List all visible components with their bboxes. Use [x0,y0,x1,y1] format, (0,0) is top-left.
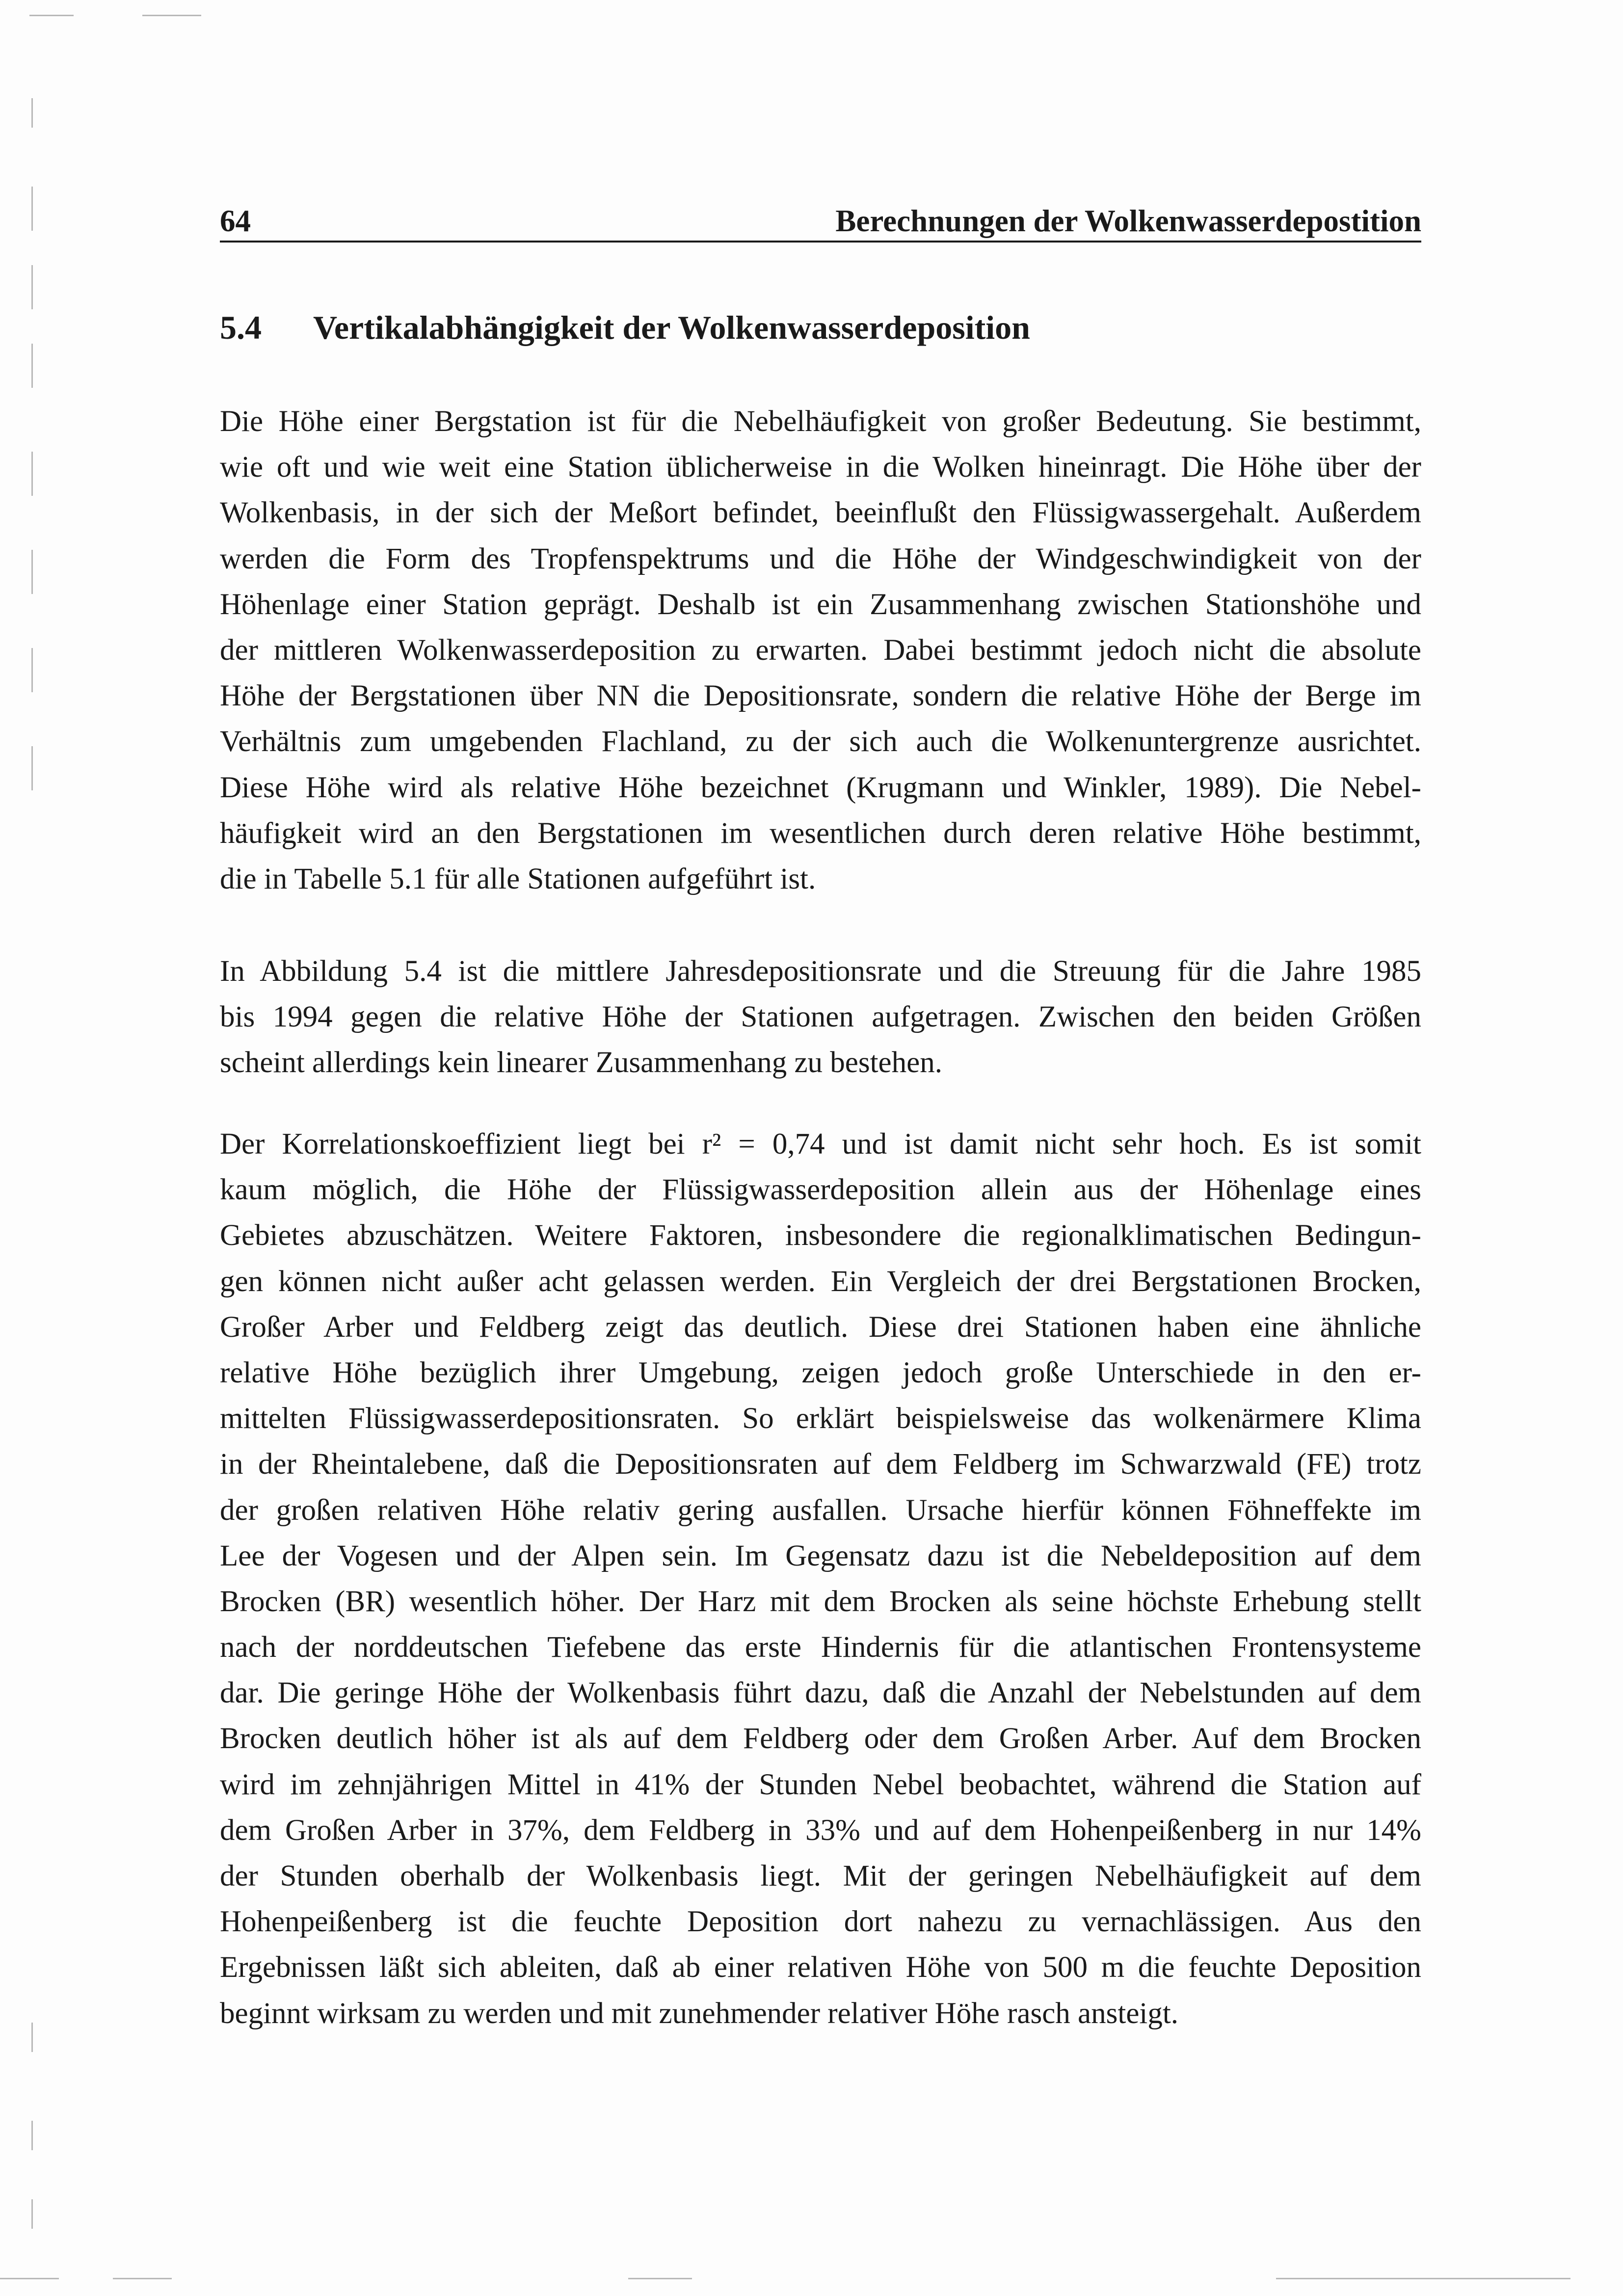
text-line: nach der norddeutschen Tiefebene das erste Hindernis für die atlantischen Frontensysteme [220,1631,1421,1664]
text-line: dem Großen Arber in 37%, dem Feldberg in 33% und auf dem Hohenpeißenberg in nur 14% [220,1813,1421,1847]
text-line: werden die Form des Tropfenspektrums und die Höhe der Windgeschwindigkeit von der [220,542,1421,575]
text-line: der großen relativen Höhe relativ gering ausfallen. Ursache hierfür können Föhneffekte im [220,1493,1421,1527]
page-number: 64 [220,204,251,238]
text-line: relative Höhe bezüglich ihrer Umgebung, zeigen jedoch große Unterschiede in den er- [220,1356,1421,1389]
text-line: Lee der Vogesen und der Alpen sein. Im Gegensatz dazu ist die Nebeldeposition auf dem [220,1539,1421,1572]
scan-edge-mark [142,15,201,16]
scan-edge-mark [31,344,33,388]
text-line: In Abbildung 5.4 ist die mittlere Jahresdepositionsrate und die Streuung für die Jahre 1985 [220,955,1421,988]
text-line: Brocken deutlich höher ist als auf dem Feldberg oder dem Großen Arber. Auf dem Brocken [220,1722,1421,1756]
section-heading [220,305,1030,350]
text-line: Höhenlage einer Station geprägt. Deshalb ist ein Zusammenhang zwischen Stationshöhe und [220,588,1421,621]
scan-edge-mark [31,98,33,128]
text-line: dar. Die geringe Höhe der Wolkenbasis führt dazu, daß die Anzahl der Nebelstunden auf dem [220,1676,1421,1710]
paragraph [220,948,1421,1086]
text-line: beginnt wirksam zu werden und mit zunehmender relativer Höhe rasch ansteigt. [220,1997,1179,2030]
scan-edge-mark [31,648,33,692]
scan-edge-mark [31,265,33,309]
section-title: Vertikalabhängigkeit der Wolkenwasserdeposition [313,309,1030,346]
scan-edge-mark [31,2199,33,2229]
scan-edge-mark [31,746,33,790]
scan-edge-mark [31,550,33,594]
text-line: Brocken (BR) wesentlich höher. Der Harz mit dem Brocken als seine höchste Erhebung stellt [220,1585,1421,1618]
scan-edge-mark [31,187,33,231]
text-line: Verhältnis zum umgebenden Flachland, zu der sich auch die Wolkenuntergrenze ausrichtet. [220,725,1421,758]
scan-edge-mark [628,2278,692,2279]
text-line: Wolkenbasis, in der sich der Meßort befindet, beeinflußt den Flüssigwassergehalt. Außerdem [220,496,1421,530]
text-line: wie oft und wie weit eine Station üblicherweise in die Wolken hineinragt. Die Höhe über der [220,451,1421,484]
text-line: Großer Arber und Feldberg zeigt das deutlich. Diese drei Stationen haben eine ähnliche [220,1310,1421,1344]
scan-edge-mark [1276,2278,1570,2279]
text-line: mittelten Flüssigwasserdepositionsraten. So erklärt beispielsweise das wolkenärmere Klima [220,1402,1421,1435]
text-line: kaum möglich, die Höhe der Flüssigwasserdeposition allein aus der Höhenlage eines [220,1173,1421,1207]
text-line: Höhe der Bergstationen über NN die Depositionsrate, sondern die relative Höhe der Berge im [220,679,1421,713]
scan-edge-mark [31,452,33,496]
text-line: häufigkeit wird an den Bergstationen im wesentlichen durch deren relative Höhe bestimmt, [220,816,1421,850]
text-line: wird im zehnjährigen Mittel in 41% der Stunden Nebel beobachtet, während die Station auf [220,1768,1421,1801]
scan-edge-mark [31,2023,33,2052]
section-number: 5.4 [220,309,262,346]
running-header-title: Berechnungen der Wolkenwasserdepostition [835,204,1421,238]
scan-edge-mark [31,2121,33,2150]
text-line: scheint allerdings kein linearer Zusammenhang zu bestehen. [220,1046,942,1080]
text-line: Diese Höhe wird als relative Höhe bezeichnet (Krugmann und Winkler, 1989). Die Nebel- [220,771,1421,804]
running-header [220,196,1421,243]
scan-edge-mark [29,15,74,16]
text-line: der Stunden oberhalb der Wolkenbasis liegt. Mit der geringen Nebelhäufigkeit auf dem [220,1860,1421,1892]
text-line: Gebietes abzuschätzen. Weitere Faktoren, insbesondere die regionalklimatischen Bedingun- [220,1219,1421,1252]
text-line: Ergebnissen läßt sich ableiten, daß ab einer relativen Höhe von 500 m die feuchte Deposition [220,1951,1421,1984]
text-line: der mittleren Wolkenwasserdeposition zu erwarten. Dabei bestimmt jedoch nicht die absolute [220,633,1421,667]
text-line: Der Korrelationskoeffizient liegt bei r² = 0,74 und ist damit nicht sehr hoch. Es ist somit [220,1128,1421,1161]
text-line: gen können nicht außer acht gelassen werden. Ein Vergleich der drei Bergstationen Brocken, [220,1265,1421,1298]
text-line: bis 1994 gegen die relative Höhe der Stationen aufgetragen. Zwischen den beiden Größen [220,1000,1421,1034]
text-line: die in Tabelle 5.1 für alle Stationen aufgeführt ist. [220,862,816,895]
text-line: Die Höhe einer Bergstation ist für die Nebelhäufigkeit von großer Bedeutung. Sie bestimmt, [220,405,1421,438]
text-line: Hohenpeißenberg ist die feuchte Deposition dort nahezu zu vernachlässigen. Aus den [220,1905,1421,1939]
scan-edge-mark [0,2278,59,2279]
paragraph [220,399,1421,902]
text-line: in der Rheintalebene, daß die Depositionsraten auf dem Feldberg im Schwarzwald (FE) trotz [220,1448,1421,1481]
scan-edge-mark [113,2278,172,2279]
paragraph [220,1121,1421,2036]
